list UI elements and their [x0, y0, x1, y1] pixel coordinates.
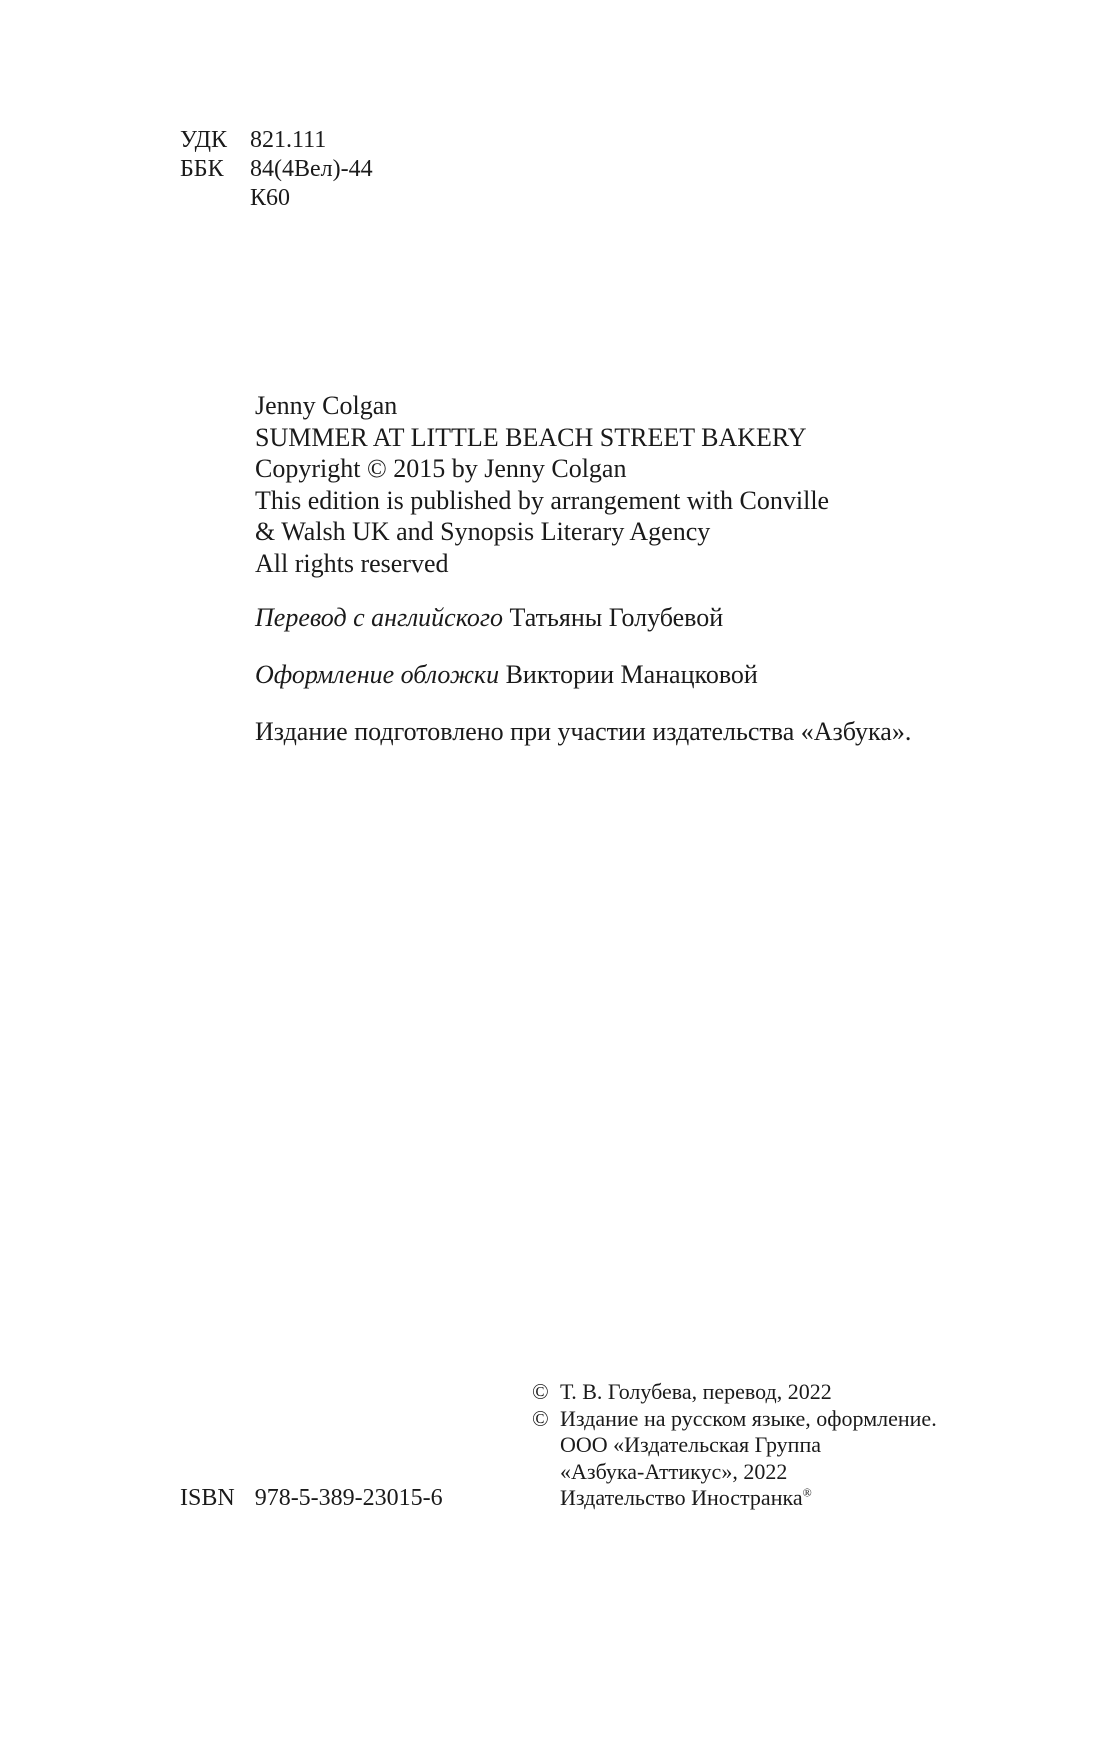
- isbn-label: ISBN: [180, 1485, 235, 1511]
- original-author: Jenny Colgan: [255, 391, 398, 420]
- copyright-row-4: [532, 1459, 937, 1486]
- udk-label: УДК: [180, 127, 227, 153]
- cover-designer-name: Виктории Манацковой: [505, 660, 758, 689]
- copyright-holders-block: [532, 1379, 937, 1512]
- original-title: SUMMER AT LITTLE BEACH STREET BAKERY: [255, 422, 807, 452]
- bbk-value: 84(4Вел)-44: [250, 156, 373, 182]
- copyright-notice: Copyright © 2015 by Jenny Colgan: [255, 454, 627, 483]
- copyright-symbol-1: ©: [532, 1379, 549, 1404]
- cover-credit: [255, 659, 758, 691]
- translator-name: Татьяны Голубевой: [509, 603, 724, 632]
- copyright-publisher-2: «Азбука-Аттикус», 2022: [560, 1458, 788, 1484]
- registered-mark: ®: [802, 1485, 812, 1500]
- arrangement-line-1: This edition is published by arrangement with Conville: [255, 485, 830, 515]
- cover-label: Оформление обложки: [255, 660, 500, 689]
- copyright-row-3: [532, 1432, 937, 1459]
- bbk-row: [180, 155, 373, 184]
- publisher-imprint: [560, 1485, 812, 1512]
- author-mark: К60: [250, 185, 291, 211]
- isbn-line: [180, 1484, 443, 1513]
- classification-block: [180, 126, 373, 213]
- copyright-edition: Издание на русском языке, оформление.: [560, 1405, 937, 1431]
- imprint-name: Издательство Иностранка: [560, 1485, 803, 1510]
- original-rights-block: [255, 390, 1015, 579]
- rights-reserved: All rights reserved: [255, 548, 449, 578]
- translation-credit: [255, 602, 723, 634]
- copyright-translator: Т. В. Голубева, перевод, 2022: [560, 1379, 832, 1404]
- copyright-publisher-1: ООО «Издательская Группа: [560, 1432, 821, 1457]
- arrangement-line-2: & Walsh UK and Synopsis Literary Agency: [255, 517, 711, 546]
- participation-note: Издание подготовлено при участии издательства «Азбука».: [255, 717, 912, 746]
- copyright-row-1: [532, 1379, 937, 1406]
- author-mark-row: [180, 184, 373, 213]
- copyright-row-5: [532, 1485, 937, 1512]
- isbn-value: 978-5-389-23015-6: [254, 1485, 443, 1511]
- udk-row: [180, 126, 373, 155]
- copyright-symbol-2: ©: [532, 1405, 549, 1431]
- bbk-label: ББК: [180, 156, 224, 182]
- translation-label: Перевод с английского: [255, 603, 504, 632]
- copyright-row-2: [532, 1406, 937, 1433]
- udk-value: 821.111: [250, 127, 327, 153]
